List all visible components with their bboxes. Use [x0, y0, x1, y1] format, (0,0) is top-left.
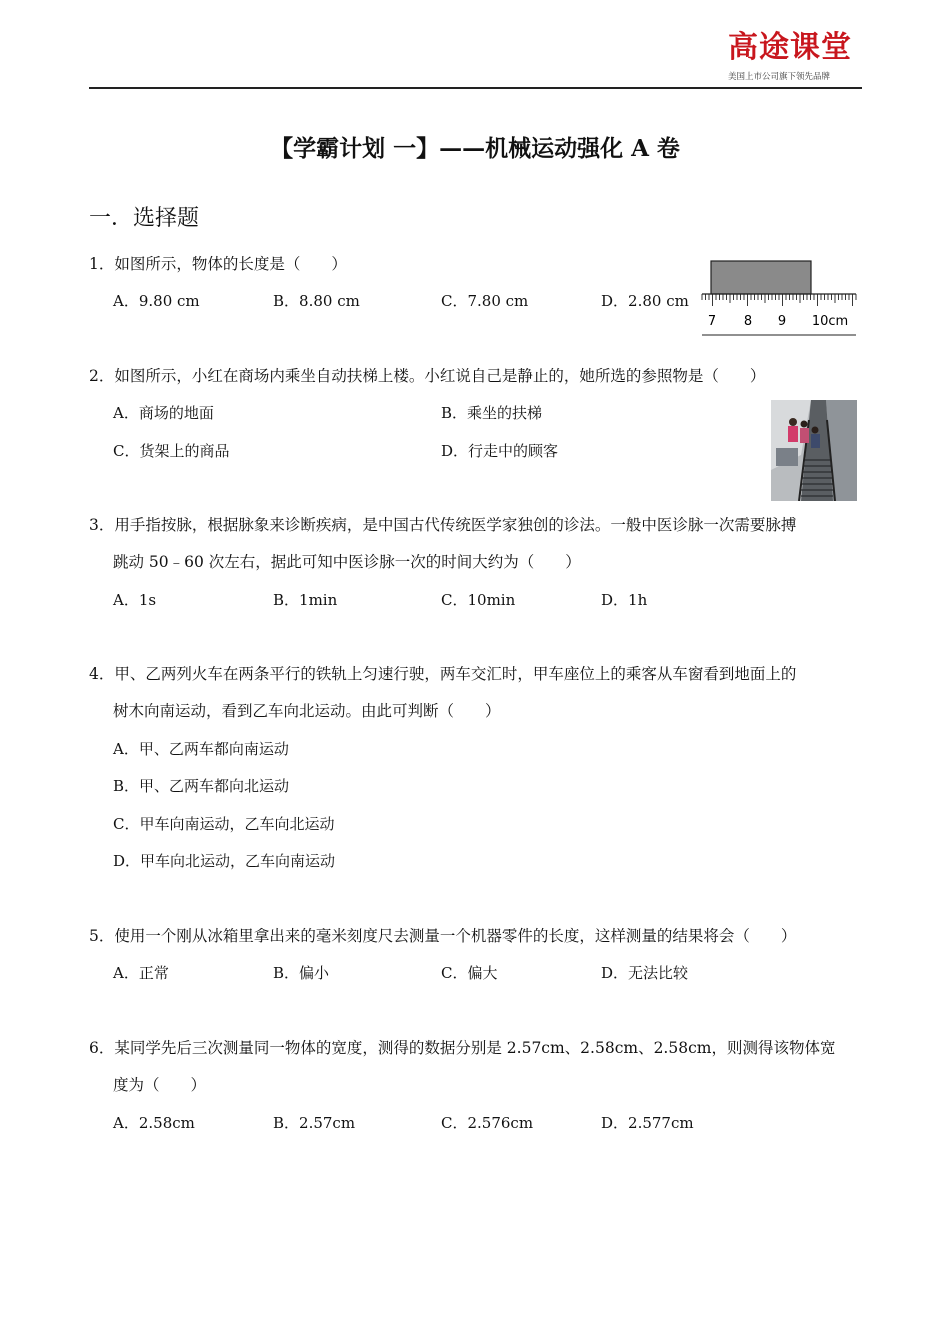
ruler-label-10cm: 10cm	[811, 314, 849, 329]
q4-option-d: D．甲车向北运动，乙车向南运动	[113, 852, 336, 870]
q5-option-c: C．偏大	[441, 964, 498, 982]
header-divider	[89, 87, 862, 89]
ruler-ticks	[702, 294, 856, 306]
q6-option-a: A．2.58cm	[113, 1114, 195, 1132]
q1-option-b: B．8.80 cm	[273, 292, 360, 310]
ruler-label-9: 9	[777, 314, 787, 329]
q6-option-d: D．2.577cm	[601, 1114, 694, 1132]
q1-option-c: C．7.80 cm	[441, 292, 529, 310]
question-6-stem-line2: 度为（ ）	[113, 1076, 207, 1094]
q5-option-a: A．正常	[113, 964, 169, 982]
q1-option-a: A．9.80 cm	[113, 292, 200, 310]
q3-option-b: B．1min	[273, 591, 338, 609]
question-1-stem: 1．如图所示，物体的长度是（ ）	[89, 255, 347, 273]
q3-option-a: A．1s	[113, 591, 157, 609]
q5-option-b: B．偏小	[273, 964, 330, 982]
question-4-stem-line1: 4．甲、乙两列火车在两条平行的铁轨上匀速行驶，两车交汇时，甲车座位上的乘客从车窗看到地面上的	[89, 665, 797, 683]
q2-option-d: D．行走中的顾客	[441, 442, 559, 460]
question-3-stem-line1: 3．用手指按脉，根据脉象来诊断疾病，是中国古代传统医学家独创的诊法。一般中医诊脉一次需要脉搏	[89, 516, 797, 534]
measured-object	[711, 261, 811, 294]
escalator-photo	[771, 400, 857, 501]
section-heading: 一．选择题	[89, 206, 200, 231]
brand-logo: 高途课堂	[728, 30, 852, 65]
q4-option-a: A．甲、乙两车都向南运动	[113, 740, 289, 758]
q4-option-c: C．甲车向南运动，乙车向北运动	[113, 815, 335, 833]
question-2-stem: 2．如图所示，小红在商场内乘坐自动扶梯上楼。小红说自己是静止的，她所选的参照物是（ ）	[89, 367, 766, 385]
q2-option-c: C．货架上的商品	[113, 442, 230, 460]
q2-option-b: B．乘坐的扶梯	[441, 404, 543, 422]
ruler-label-8: 8	[743, 314, 753, 329]
question-3-stem-line2: 跳动 50﹣60 次左右，据此可知中医诊脉一次的时间大约为（ ）	[113, 553, 581, 571]
question-4-stem-line2: 树木向南运动，看到乙车向北运动。由此可判断（ ）	[113, 702, 501, 720]
q6-option-b: B．2.57cm	[273, 1114, 356, 1132]
q2-option-a: A．商场的地面	[113, 404, 214, 422]
q5-option-d: D．无法比较	[601, 964, 689, 982]
document-title: 【学霸计划 一】——机械运动强化 A 卷	[270, 135, 680, 162]
brand-tagline: 美国上市公司旗下领先品牌	[728, 72, 831, 82]
ruler-figure	[700, 256, 858, 336]
question-6-stem-line1: 6．某同学先后三次测量同一物体的宽度，测得的数据分别是 2.57cm、2.58cm、2.58cm，则测得该物体宽	[89, 1039, 836, 1057]
q6-option-c: C．2.576cm	[441, 1114, 534, 1132]
ruler-label-7: 7	[707, 314, 717, 329]
q3-option-d: D．1h	[601, 591, 648, 609]
q4-option-b: B．甲、乙两车都向北运动	[113, 777, 290, 795]
question-5-stem: 5．使用一个刚从冰箱里拿出来的毫米刻度尺去测量一个机器零件的长度，这样测量的结果将会（ ）	[89, 927, 797, 945]
q3-option-c: C．10min	[441, 591, 516, 609]
q1-option-d: D．2.80 cm	[601, 292, 689, 310]
